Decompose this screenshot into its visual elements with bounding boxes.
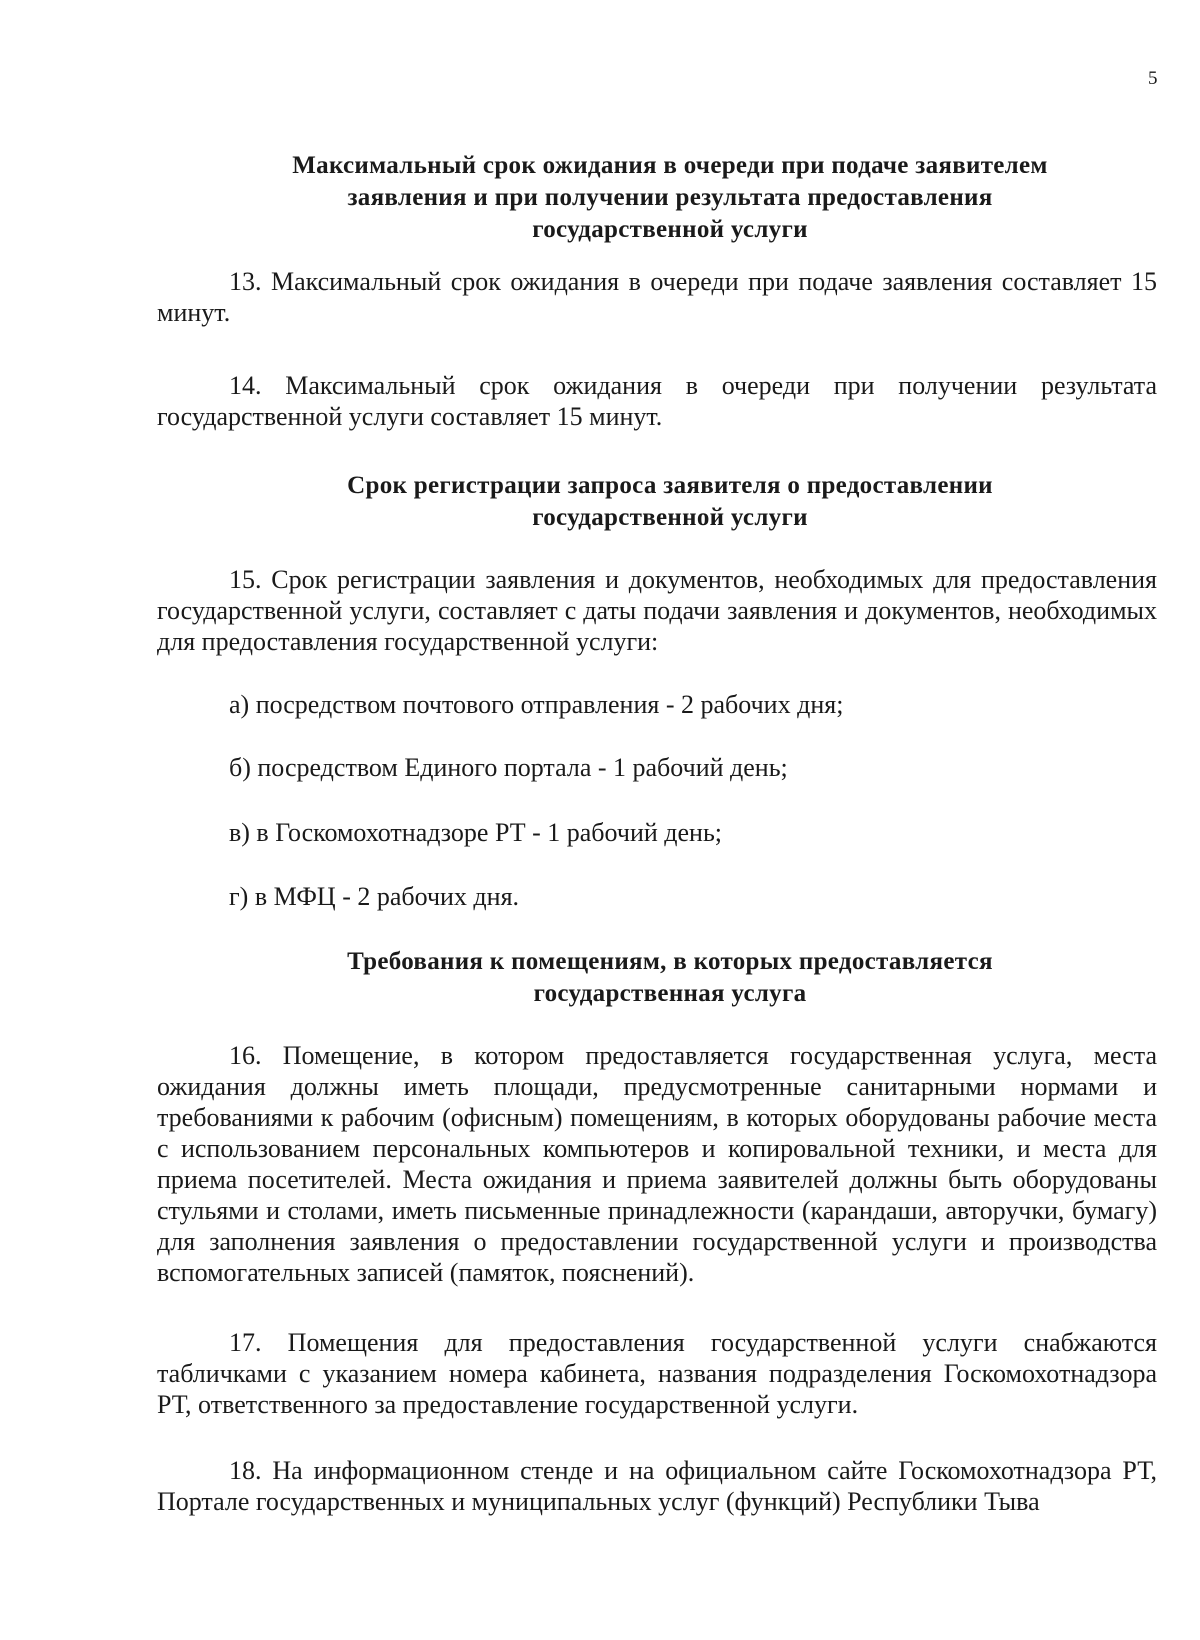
- section-heading-queue: [230, 150, 1110, 246]
- section-heading-registration: [230, 470, 1110, 534]
- heading-line: государственной услуги: [532, 216, 808, 243]
- paragraph-17: 17. Помещения для предоставления государственной услуги снабжаются табличками с указанием номера кабинета, названия подразделения Госкомохотнадзора РТ, ответственного за предоставление государственной услуги.: [157, 1328, 1157, 1419]
- heading-line: Максимальный срок ожидания в очереди при подаче заявителем: [292, 152, 1048, 179]
- list-item: в) в Госкомохотнадзоре РТ - 1 рабочий день;: [229, 818, 723, 847]
- heading-line: государственная услуга: [533, 980, 807, 1007]
- heading-line: заявления и при получении результата предоставления: [347, 184, 993, 211]
- page-number: 5: [1148, 68, 1158, 89]
- list-item: б) посредством Единого портала - 1 рабочий день;: [229, 753, 788, 782]
- paragraph-15: 15. Срок регистрации заявления и документов, необходимых для предоставления государственной услуги, составляет с даты подачи заявления и документов, необходимых для предоставления государственной услуги:: [157, 565, 1157, 656]
- section-heading-premises: [230, 946, 1110, 1010]
- heading-line: Срок регистрации запроса заявителя о предоставлении: [347, 472, 993, 499]
- heading-line: Требования к помещениям, в которых предоставляется: [347, 948, 993, 975]
- list-item: а) посредством почтового отправления - 2 рабочих дня;: [229, 690, 844, 719]
- paragraph-18: 18. На информационном стенде и на официальном сайте Госкомохотнадзора РТ, Портале государственных и муниципальных услуг (функций) Республики Тыва: [157, 1456, 1157, 1516]
- paragraph-13: 13. Максимальный срок ожидания в очереди при подаче заявления составляет 15 минут.: [157, 267, 1157, 327]
- list-item: г) в МФЦ - 2 рабочих дня.: [229, 882, 520, 911]
- heading-line: государственной услуги: [532, 504, 808, 531]
- paragraph-16: 16. Помещение, в котором предоставляется государственная услуга, места ожидания должны иметь площади, предусмотренные санитарными нормами и требованиями к рабочим (офисным) помещениям, в которых оборудованы рабочие места с использованием персональных компьютеров и копировальной техники, и места для приема посетителей. Места ожидания и приема заявителей должны быть оборудованы стульями и столами, иметь письменные принадлежности (карандаши, авторучки, бумагу) для заполнения заявления о предоставлении государственной услуги и производства вспомогательных записей (памяток, пояснений).: [157, 1041, 1157, 1287]
- paragraph-14: 14. Максимальный срок ожидания в очереди при получении результата государственной услуги составляет 15 минут.: [157, 371, 1157, 431]
